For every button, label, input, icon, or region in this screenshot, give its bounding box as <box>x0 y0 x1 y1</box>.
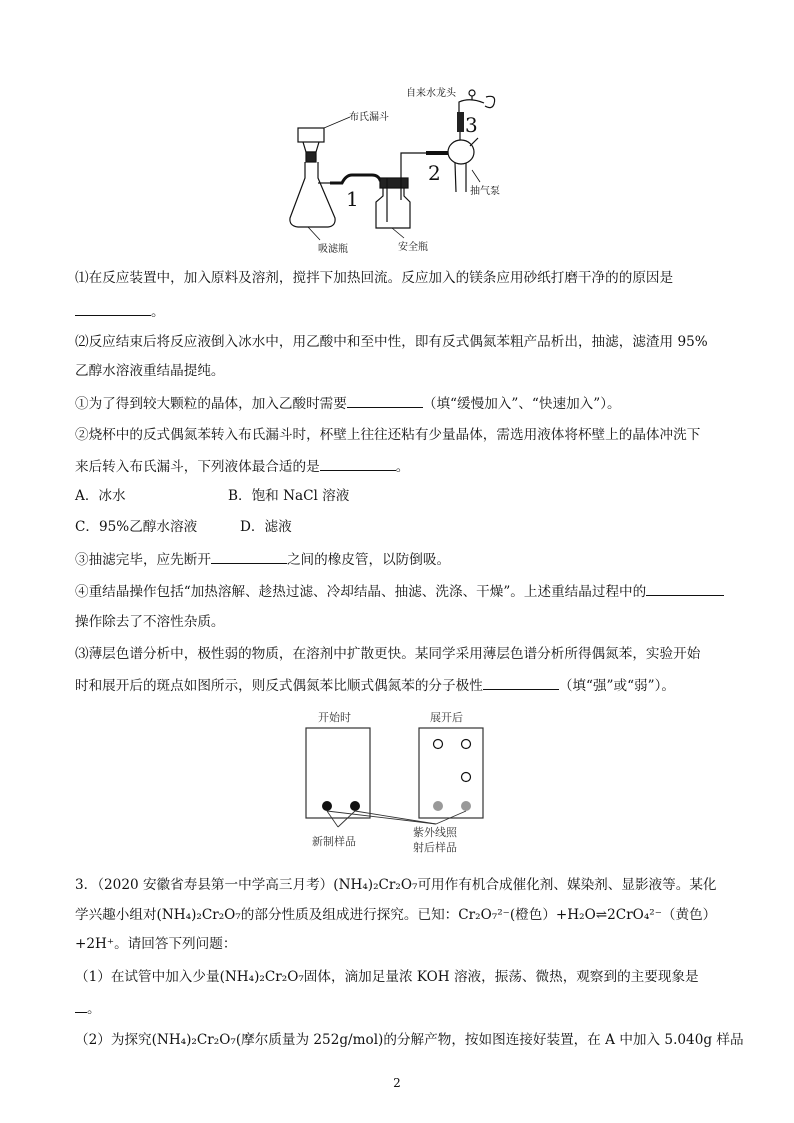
safety-bottle-label: 安全瓶 <box>398 242 428 253</box>
tlc-start-label: 开始时 <box>318 711 351 724</box>
funnel-label: 布氏漏斗 <box>349 112 389 123</box>
q3-line2 <box>75 675 675 696</box>
q2-options-row1 <box>75 486 349 506</box>
tlc-after-label: 展开后 <box>430 711 463 724</box>
q2-sub1-a: ①为了得到较大颗粒的晶体，加入乙酸时需要 <box>75 396 347 412</box>
q2-line1: ⑵反应结束后将反应液倒入冰水中，用乙酸中和至中性，即有反式偶氮苯粗产品析出，抽滤，滤渣用 95% <box>75 334 708 350</box>
uv-sample-label-2: 射后样品 <box>413 841 457 854</box>
q3-line2b: （填“强”或“弱”）。 <box>558 678 675 694</box>
spot-start-1 <box>322 801 332 811</box>
q3-line1: ⑶薄层色谱分析中，极性弱的物质，在溶剂中扩散更快。某同学采用薄层色谱分析所得偶氮苯，实验开始 <box>75 646 701 662</box>
q3-line2a: 时和展开后的斑点如图所示，则反式偶氮苯比顺式偶氮苯的分子极性 <box>75 678 483 694</box>
fresh-sample-label: 新制样品 <box>312 835 356 848</box>
problem3-line2: 学兴趣小组对(NH₄)₂Cr₂O₇的部分性质及组成进行探究。已知：Cr₂O₇²⁻(橙色）+H₂O⇌2CrO₄²⁻（黄色） <box>75 907 717 923</box>
faucet <box>459 90 495 112</box>
page-number: 2 <box>393 1076 401 1090</box>
answer-blank-q2-2[interactable] <box>320 456 396 471</box>
problem3-p1-line2 <box>75 998 101 1019</box>
option-c: C．95%乙醇水溶液 <box>75 519 198 535</box>
tlc-figure <box>0 700 794 860</box>
spot-after-2b <box>462 773 471 782</box>
q2-sub2-line2 <box>75 456 409 477</box>
q1-text-line <box>75 268 673 288</box>
spot-after-2a <box>462 740 471 749</box>
answer-blank-q2-4[interactable] <box>646 581 724 596</box>
filtration-apparatus-figure <box>0 0 794 260</box>
option-a: A．冰水 <box>75 488 126 504</box>
option-d: D．滤液 <box>240 519 292 535</box>
label-1: 1 <box>346 187 359 211</box>
q2-sub3-b: 之间的橡皮管，以防倒吸。 <box>286 552 451 568</box>
pump-label: 抽气泵 <box>470 186 500 197</box>
q2-options-row2 <box>75 517 292 537</box>
label-2: 2 <box>428 161 441 185</box>
q2-sub4-a: ④重结晶操作包括“加热溶解、趁热过滤、冷却结晶、抽滤、洗涤、干燥”。上述重结晶过程中的 <box>75 584 647 600</box>
answer-blank-p3-1[interactable] <box>75 998 87 1013</box>
q2-sub2-line2b: 。 <box>395 459 410 475</box>
answer-blank-q2-3[interactable] <box>211 549 287 564</box>
q2-sub1 <box>75 393 621 414</box>
problem3-line1: 3．（2020 安徽省寿县第一中学高三月考）(NH₄)₂Cr₂O₇可用作有机合成催化剂、媒染剂、显影液等。某化 <box>75 877 717 893</box>
suction-flask <box>290 162 335 227</box>
label-3: 3 <box>465 113 478 137</box>
spot-after-1a <box>434 740 443 749</box>
spot-after-2c <box>461 801 471 811</box>
q2-sub4 <box>75 581 724 602</box>
answer-blank-q3[interactable] <box>483 675 559 690</box>
spot-after-1b <box>433 801 443 811</box>
problem3-line3: +2H⁺。请回答下列问题： <box>75 936 237 952</box>
q1-answer-line <box>75 301 165 322</box>
flask-label: 吸滤瓶 <box>318 244 348 255</box>
q1-end: 。 <box>151 304 165 320</box>
q2-sub4-b: 操作除去了不溶性杂质。 <box>75 614 225 630</box>
buchner-funnel <box>298 128 324 162</box>
problem3-p1-end: 。 <box>87 1001 101 1017</box>
q2-sub2-line1: ②烧杯中的反式偶氮苯转入布氏漏斗时，杯壁上往往还粘有少量晶体，需选用液体将杯壁上的晶体冲洗下 <box>75 427 701 443</box>
option-b: B．饱和 NaCl 溶液 <box>228 488 350 504</box>
answer-blank-q2-1[interactable] <box>347 393 423 408</box>
q2-sub3 <box>75 549 450 570</box>
q2-line2: 乙醇水溶液重结晶提纯。 <box>75 363 225 379</box>
q2-sub3-a: ③抽滤完毕，应先断开 <box>75 552 211 568</box>
aspirator-pump <box>448 132 478 192</box>
tlc-plate-start <box>306 728 370 818</box>
safety-bottle <box>376 160 410 228</box>
q1-text: ⑴在反应装置中，加入原料及溶剂，搅拌下加热回流。反应加入的镁条应用砂纸打磨干净的的原因是 <box>75 270 674 286</box>
uv-sample-label-1: 紫外线照 <box>413 826 457 839</box>
q2-sub1-b: （填“缓慢加入”、“快速加入”）。 <box>422 396 621 412</box>
problem3-p1-line1: （1）在试管中加入少量(NH₄)₂Cr₂O₇固体，滴加足量浓 KOH 溶液，振荡、微热，观察到的主要现象是 <box>75 969 699 985</box>
spot-start-2 <box>350 801 360 811</box>
q2-sub2-line2a: 来后转入布氏漏斗，下列液体最合适的是 <box>75 459 320 475</box>
faucet-label: 自来水龙头 <box>406 88 456 99</box>
problem3-p2-line1: （2）为探究(NH₄)₂Cr₂O₇(摩尔质量为 252g/mol)的分解产物，按如图连接好装置，在 A 中加入 5.040g 样品 <box>75 1032 744 1048</box>
tlc-plate-after <box>419 728 483 818</box>
answer-blank-q1[interactable] <box>75 301 151 316</box>
